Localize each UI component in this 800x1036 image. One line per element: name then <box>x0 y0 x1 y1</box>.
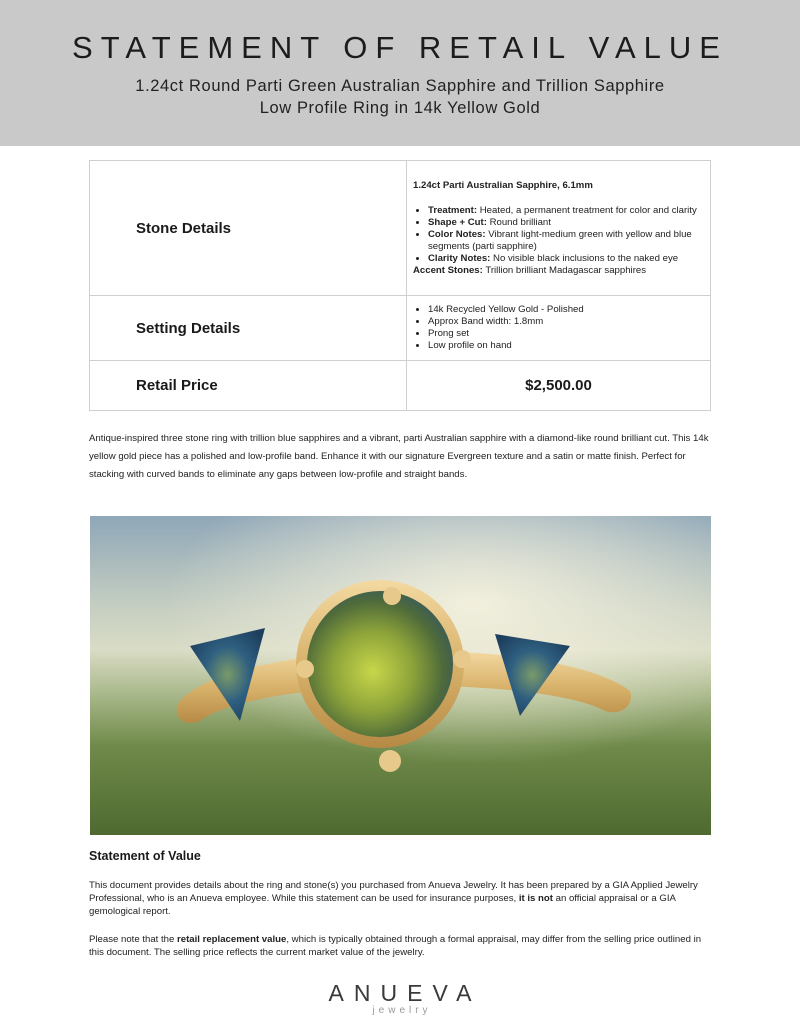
stone-details-list <box>413 205 702 265</box>
retail-price-row <box>90 361 711 411</box>
detail-key: Treatment: <box>428 204 478 216</box>
retail-price-label: Retail Price <box>90 361 407 411</box>
retail-price-value: $2,500.00 <box>407 361 711 411</box>
logo-subtext: jewelry <box>372 1005 432 1016</box>
list-item: • 14k Recycled Yellow Gold - Polished <box>428 304 702 316</box>
prong <box>379 750 401 772</box>
document-title: STATEMENT OF RETAIL VALUE <box>72 30 728 65</box>
list-item <box>428 205 702 217</box>
setting-details-label: Setting Details <box>90 296 407 361</box>
setting-details-row <box>90 296 711 361</box>
prong <box>383 587 401 605</box>
detail-key: Color Notes: <box>428 228 486 240</box>
detail-value: Trillion brilliant Madagascar sapphires <box>485 264 647 276</box>
list-item: • Low profile on hand <box>428 340 702 352</box>
detail-key: Shape + Cut: <box>428 216 487 228</box>
product-description: Antique-inspired three stone ring with trillion blue sapphires and a vibrant, parti Australian sapphire with a diamond-like round brilliant cut. This 14k yellow gold piece has a polished and low-profile band. Enhance it with our signature Evergreen texture and a satin or matte finish. Perfect for stacking with curved bands to eliminate any gaps between low-profile and straight bands. <box>89 432 709 480</box>
statement-heading: Statement of Value <box>89 849 201 863</box>
detail-key: Clarity Notes: <box>428 252 491 264</box>
setting-details-list <box>413 304 702 352</box>
detail-value: No visible black inclusions to the naked eye <box>493 252 679 264</box>
emphasis-text: retail replacement value <box>177 934 287 945</box>
logo-wordmark: ANUEVA <box>328 980 482 1006</box>
text-run: , which is typically obtained through a formal appraisal, may differ from the selling price outlined in this document. The selling price reflects the current market value of the jewelry. <box>89 934 702 958</box>
ring-illustration <box>90 516 711 835</box>
list-item <box>428 229 702 253</box>
prong <box>296 660 314 678</box>
anueva-logo <box>300 980 500 1016</box>
detail-value: Vibrant light-medium green with yellow and blue segments (parti sapphire) <box>428 228 692 252</box>
stone-details-info <box>407 161 711 296</box>
setting-details-info <box>407 296 711 361</box>
subtitle-line-1: 1.24ct Round Parti Green Australian Sapphire and Trillion Sapphire <box>135 77 665 95</box>
ring-photo <box>90 516 711 835</box>
text-run: This document provides details about the ring and stone(s) you purchased from Anueva Jewelry. It has been prepared by a GIA Applied Jewelry Professional, who is an Anueva employee. While this statement can be used for insurance purposes, <box>89 880 698 904</box>
center-parti-sapphire <box>307 591 453 737</box>
stone-details-row <box>90 161 711 296</box>
detail-value: Heated, a permanent treatment for color and clarity <box>479 204 697 216</box>
list-item <box>428 217 702 229</box>
document-subtitle <box>100 75 700 119</box>
statement-paragraph-1 <box>89 879 713 918</box>
detail-value: Round brilliant <box>489 216 551 228</box>
prong <box>453 650 471 668</box>
list-item <box>428 253 702 265</box>
header-banner <box>0 0 800 146</box>
emphasis-text: it is not <box>518 893 553 904</box>
accent-stones <box>413 265 702 277</box>
text-run: an official appraisal or a GIA gemological report. <box>89 893 676 917</box>
details-table <box>89 160 711 411</box>
stone-details-label: Stone Details <box>90 161 407 296</box>
list-item: • Prong set <box>428 328 702 340</box>
subtitle-line-2: Low Profile Ring in 14k Yellow Gold <box>259 99 541 117</box>
detail-key: Accent Stones: <box>413 264 483 276</box>
statement-paragraph-2 <box>89 933 713 959</box>
stone-heading: 1.24ct Parti Australian Sapphire, 6.1mm <box>413 179 593 191</box>
list-item: • Approx Band width: 1.8mm <box>428 316 702 328</box>
text-run: Please note that the <box>89 934 178 945</box>
